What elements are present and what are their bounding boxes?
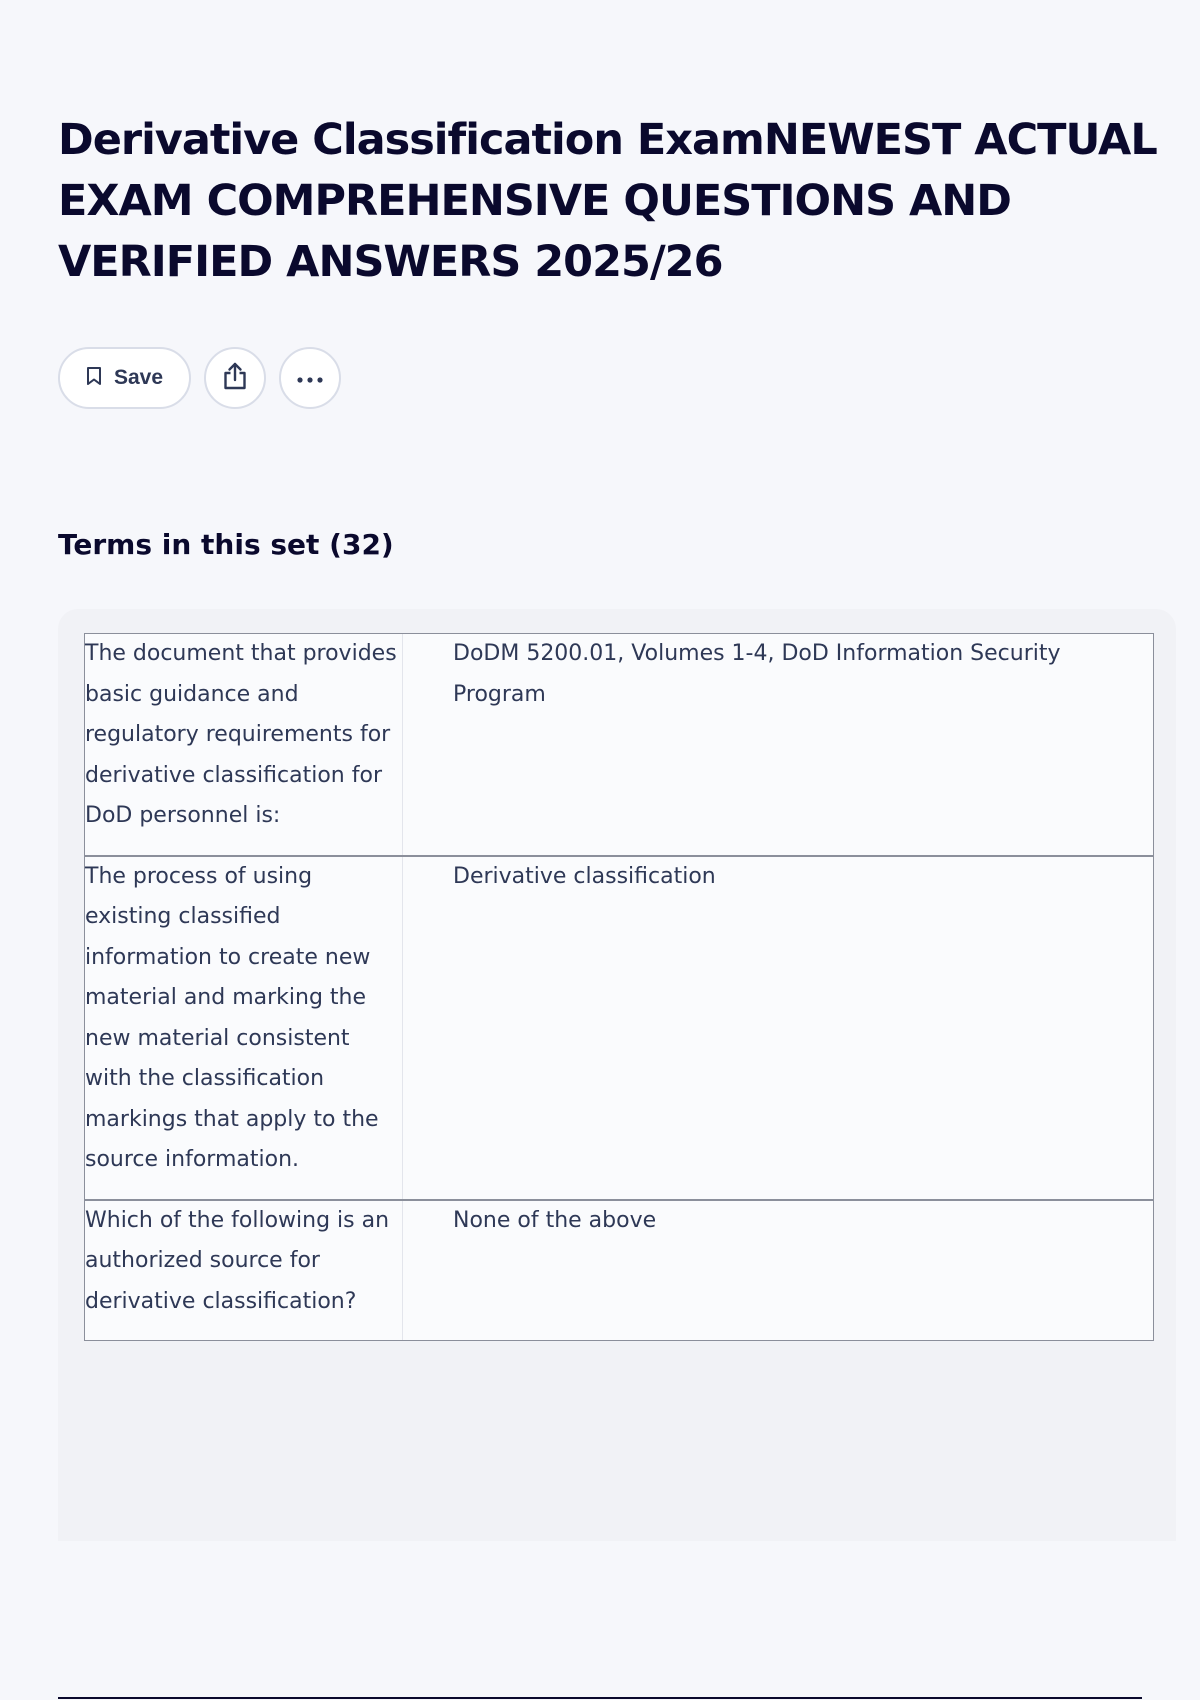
save-button[interactable] — [58, 347, 191, 409]
definition-cell: Derivative classification — [453, 863, 716, 889]
term-cell: The document that provides basic guidance and regulatory requirements for derivative classification for DoD personnel is: — [85, 634, 403, 855]
terms-table — [84, 633, 1154, 1341]
action-bar — [58, 347, 341, 409]
bottom-divider — [58, 1697, 1142, 1699]
save-label: Save — [113, 366, 164, 389]
table-row — [85, 1199, 1153, 1341]
more-options-icon — [296, 369, 324, 388]
terms-panel — [58, 609, 1176, 1541]
term-cell: Which of the following is an authorized source for derivative classification? — [85, 1201, 403, 1341]
page-title: Derivative Classification ExamNEWEST ACTUAL EXAM COMPREHENSIVE QUESTIONS AND VERIFIED ANSWERS 2025/26 — [58, 115, 1157, 287]
term-cell: The process of using existing classified information to create new material and marking the new material consistent with the classification markings that apply to the source information. — [85, 857, 403, 1199]
definition-cell: DoDM 5200.01, Volumes 1-4, DoD Information Security Program — [453, 641, 1061, 707]
share-icon — [222, 361, 248, 395]
table-row — [85, 855, 1153, 1199]
bookmark-icon — [86, 366, 102, 390]
terms-heading: Terms in this set (32) — [58, 528, 394, 561]
share-button[interactable] — [204, 347, 266, 409]
definition-cell: None of the above — [453, 1207, 657, 1233]
table-row — [85, 634, 1153, 855]
more-options-button[interactable] — [279, 347, 341, 409]
